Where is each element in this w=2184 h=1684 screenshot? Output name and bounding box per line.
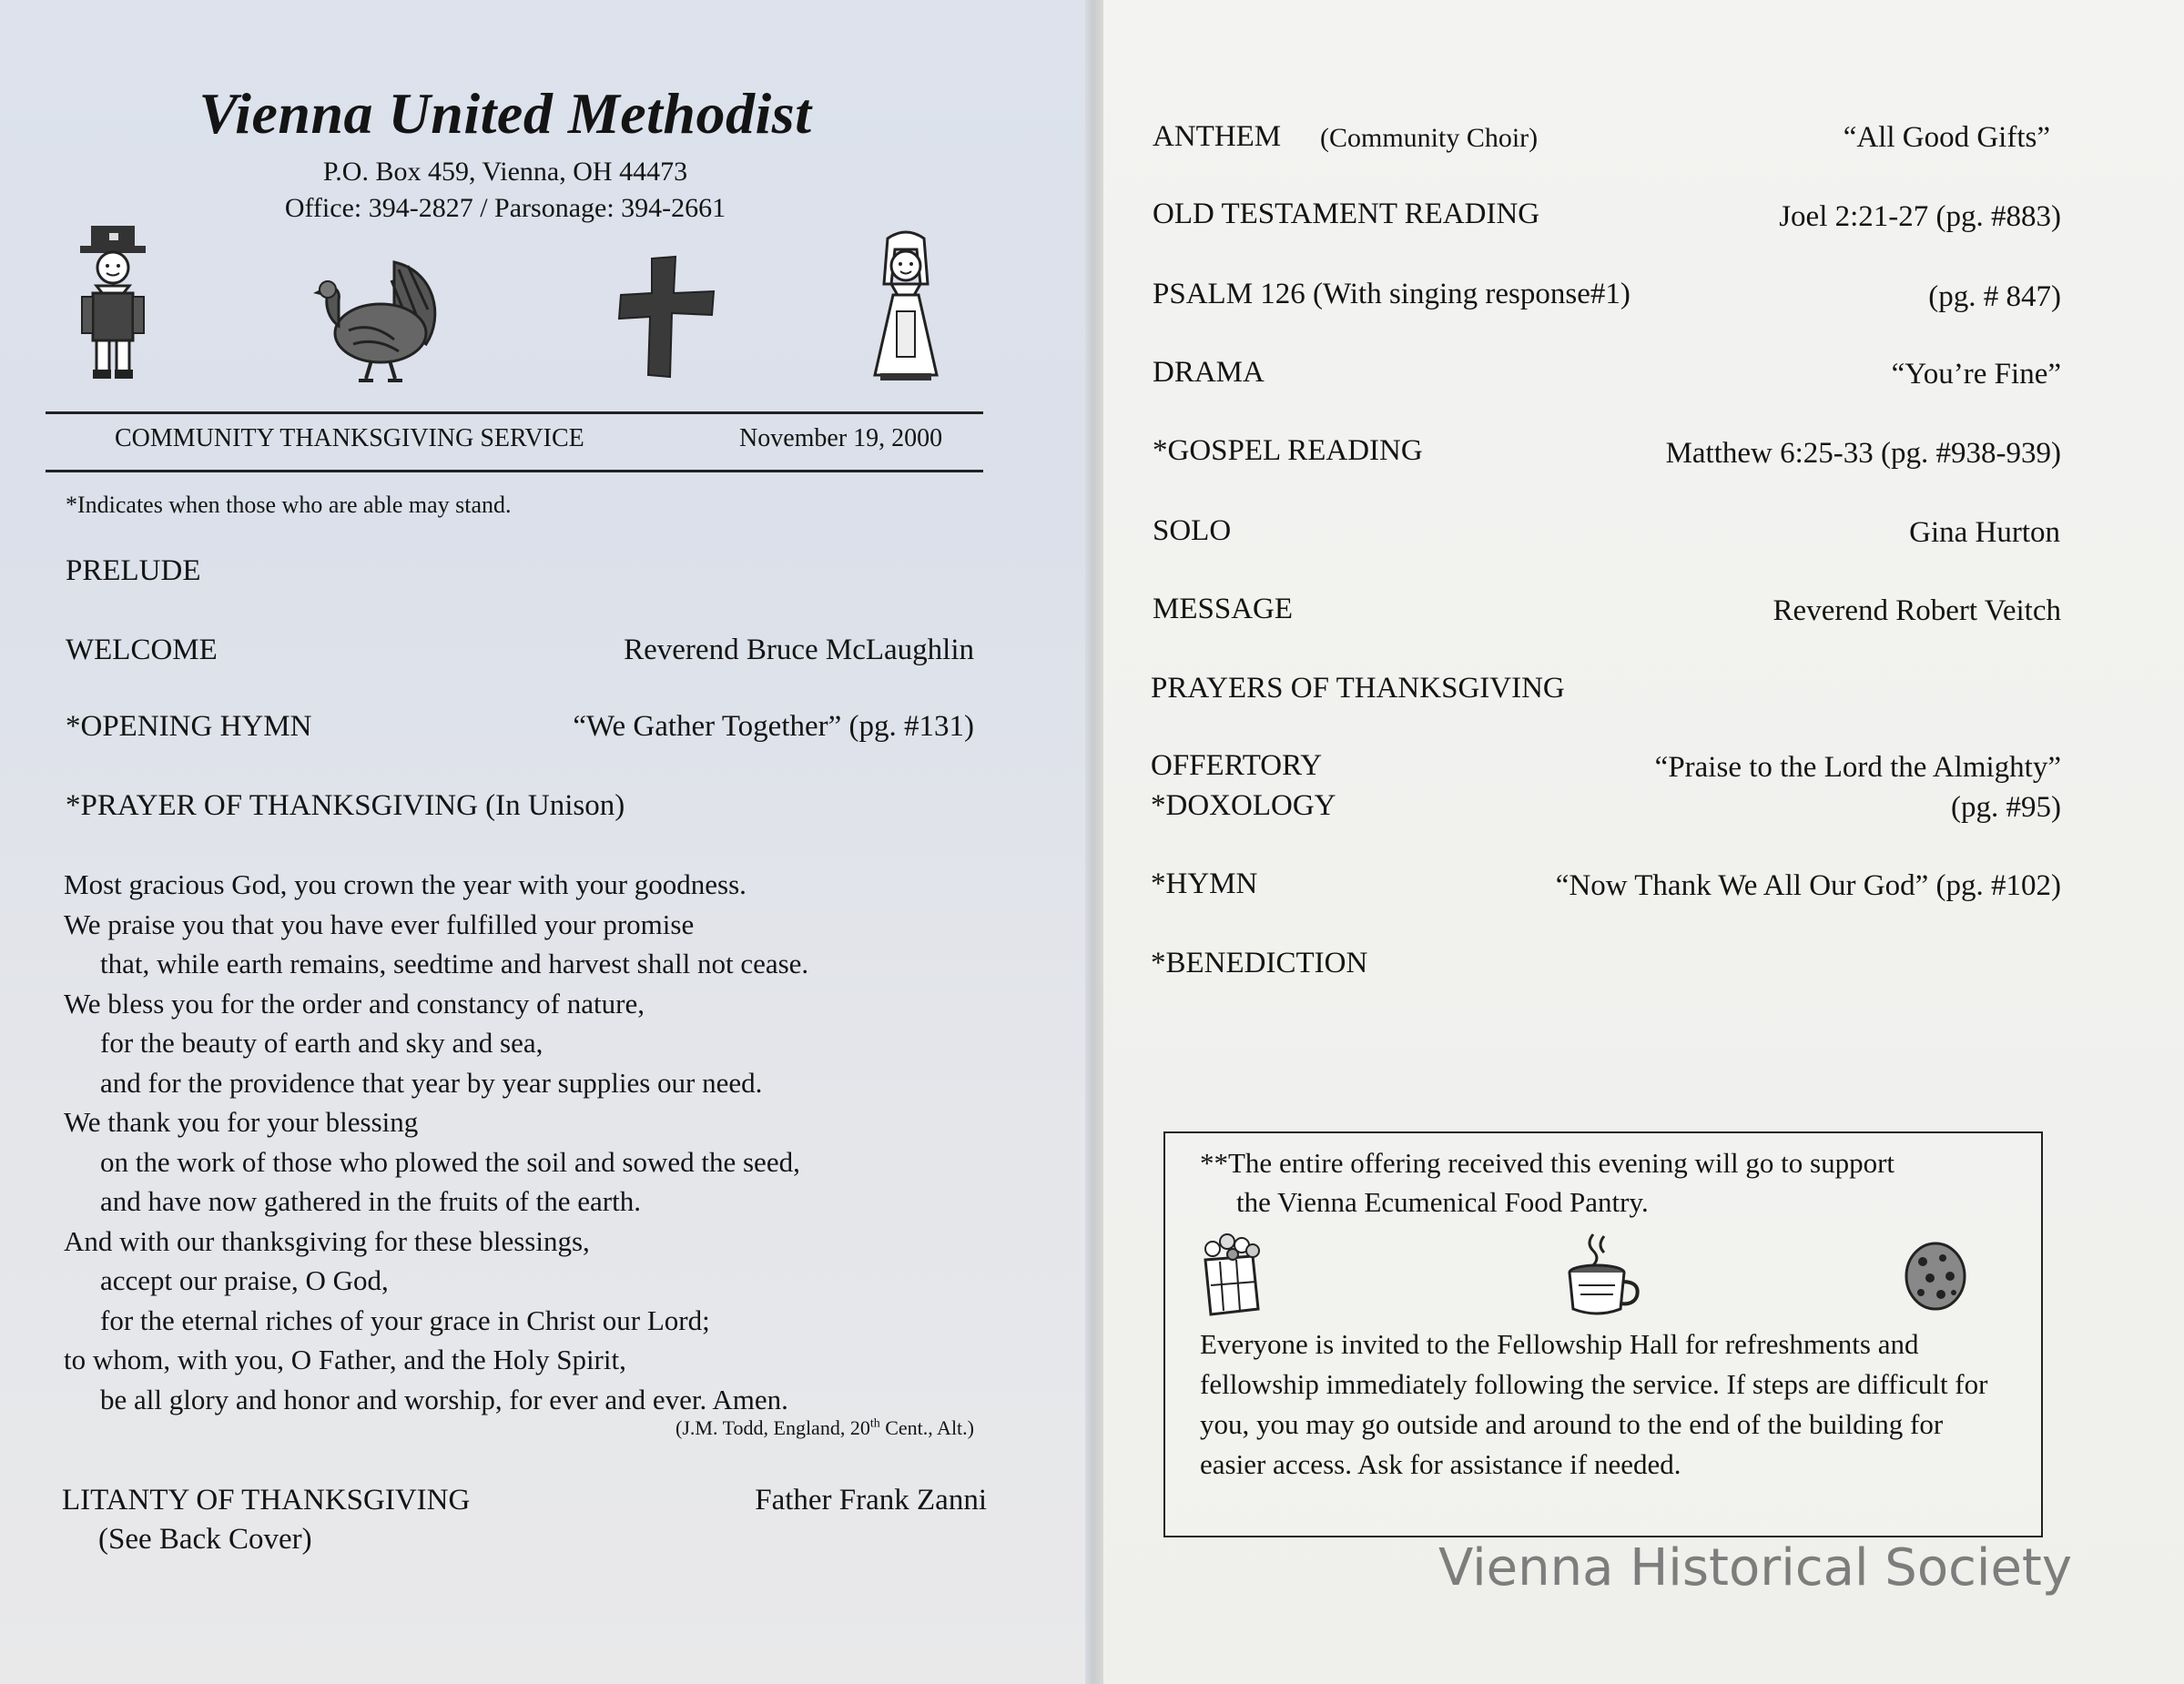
prayer-line: and for the providence that year by year supplies our need. [100, 1066, 763, 1099]
stand-note: *Indicates when those who are able may stand. [66, 492, 512, 518]
offertory-label: OFFERTORY [1151, 749, 1323, 782]
doxology-label: *DOXOLOGY [1151, 789, 1336, 822]
litany-note: (See Back Cover) [98, 1523, 312, 1556]
offering-note: **The entire offering received this evening will go to support [1200, 1147, 1895, 1179]
church-address: P.O. Box 459, Vienna, OH 44473 [322, 157, 688, 187]
ot-reading-ref: Joel 2:21-27 (pg. #883) [1779, 200, 2061, 233]
prayer-line: that, while earth remains, seedtime and harvest shall not cease. [100, 948, 809, 979]
psalm-page: (pg. # 847) [1928, 280, 2061, 313]
pilgrim-boy-icon [75, 220, 152, 384]
pilgrim-girl-icon [869, 229, 942, 389]
prayer-line: accept our praise, O God, [100, 1264, 389, 1296]
opening-hymn-label: *OPENING HYMN [66, 710, 312, 743]
gift-basket-icon [1200, 1231, 1264, 1318]
prayer-line: and have now gathered in the fruits of the earth. [100, 1185, 641, 1217]
cookie-icon [1903, 1240, 1968, 1313]
coffee-mug-icon [1559, 1231, 1642, 1318]
message-label: MESSAGE [1153, 593, 1294, 625]
fellowship-note: Everyone is invited to the Fellowship Hall for refreshments and fellowship immediately following the service. If steps are difficult for you, you may go outside and around to the end of the building for easier access. Ask for assistance if needed. [1200, 1328, 1988, 1480]
service-date: November 19, 2000 [739, 424, 943, 452]
litany-label: LITANTY OF THANKSGIVING [62, 1484, 471, 1517]
psalm-label: PSALM 126 (With singing response#1) [1153, 278, 1630, 310]
drama-title: “You’re Fine” [1891, 358, 2061, 391]
offertory-title: “Praise to the Lord the Almighty” [1654, 751, 2061, 784]
prayer-line: for the beauty of earth and sky and sea, [100, 1027, 543, 1059]
hymn-label: *HYMN [1151, 867, 1258, 900]
offering-note-2: the Vienna Ecumenical Food Pantry. [1236, 1186, 1649, 1218]
solo-label: SOLO [1153, 514, 1232, 547]
doxology-page: (pg. #95) [1951, 791, 2061, 824]
prayer-line: be all glory and honor and worship, for ever and ever. Amen. [100, 1383, 788, 1415]
prayer-line: We thank you for your blessing [64, 1106, 419, 1138]
cross-icon [615, 253, 720, 380]
prayer-line: for the eternal riches of your grace in Christ our Lord; [100, 1304, 710, 1336]
prayer-line: to whom, with you, O Father, and the Holy Spirit, [64, 1344, 626, 1375]
prayer-text [64, 865, 808, 1419]
header-rule-top [46, 411, 983, 414]
hymn-title: “Now Thank We All Our God” (pg. #102) [1555, 869, 2061, 902]
opening-hymn-title: “We Gather Together” (pg. #131) [573, 710, 974, 743]
prayer-line: And with our thanksgiving for these blessings, [64, 1224, 590, 1257]
ot-reading-label: OLD TESTAMENT READING [1153, 198, 1540, 230]
prayer-label: *PRAYER OF THANKSGIVING (In Unison) [66, 789, 625, 822]
anthem-title: “All Good Gifts” [1843, 121, 2050, 154]
benediction-label: *BENEDICTION [1151, 947, 1368, 979]
gospel-ref: Matthew 6:25-33 (pg. #938-939) [1665, 437, 2061, 470]
prayer-credit: (J.M. Todd, England, 20th Cent., Alt.) [676, 1416, 974, 1439]
litany-leader: Father Frank Zanni [755, 1484, 987, 1517]
anthem-performer: (Community Choir) [1320, 123, 1539, 153]
prayer-line: Most gracious God, you crown the year with your goodness. [64, 868, 747, 900]
drama-label: DRAMA [1153, 356, 1265, 389]
message-speaker: Reverend Robert Veitch [1773, 594, 2061, 627]
gospel-label: *GOSPEL READING [1153, 434, 1423, 467]
page-fold [1085, 0, 1105, 1684]
church-name: Vienna United Methodist [198, 81, 812, 146]
prelude-label: PRELUDE [66, 554, 201, 587]
turkey-icon [308, 253, 449, 385]
header-rule-bottom [46, 470, 983, 472]
watermark: Vienna Historical Society [1438, 1538, 2073, 1598]
prayer-line: We bless you for the order and constancy of nature, [64, 987, 645, 1020]
prayers-label: PRAYERS OF THANKSGIVING [1151, 672, 1565, 705]
prayer-line: We praise you that you have ever fulfilled your promise [64, 908, 695, 940]
service-title: COMMUNITY THANKSGIVING SERVICE [115, 424, 584, 452]
prayer-line: on the work of those who plowed the soil and sowed the seed, [100, 1145, 800, 1178]
welcome-leader: Reverend Bruce McLaughlin [624, 634, 974, 666]
solo-performer: Gina Hurton [1909, 516, 2060, 549]
welcome-label: WELCOME [66, 634, 218, 666]
anthem-label: ANTHEM [1153, 120, 1282, 153]
church-phones: Office: 394-2827 / Parsonage: 394-2661 [284, 193, 726, 223]
